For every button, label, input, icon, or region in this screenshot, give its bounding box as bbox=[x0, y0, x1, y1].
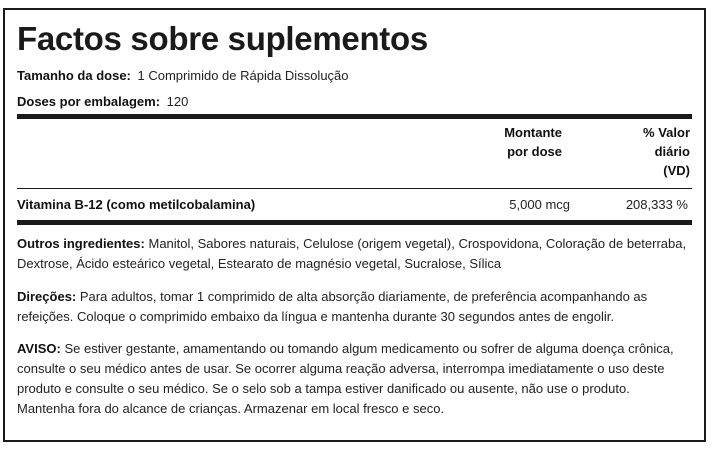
other-ingredients bbox=[17, 234, 690, 274]
amount-header-line-2: por dose bbox=[507, 144, 562, 159]
serving-size-row bbox=[17, 68, 349, 83]
dv-header-line-3: (VD) bbox=[663, 163, 690, 178]
servings-per-container-value: 120 bbox=[166, 94, 189, 109]
nutrient-amount: 5,000 mcg bbox=[509, 197, 570, 212]
amount-header-line-1: Montante bbox=[504, 125, 562, 140]
daily-value-header bbox=[643, 123, 690, 180]
directions-text: Para adultos, tomar 1 comprimido de alta absorção diariamente, de preferência acompanhando as refeições. Coloque o comprimido embaixo da língua e mantenha durante 30 segundos antes de engolir. bbox=[17, 289, 648, 324]
thin-divider bbox=[17, 188, 692, 189]
warning-text: Se estiver gestante, amamentando ou tomando algum medicamento ou sofrer de alguma doença crônica, consulte o seu médico antes de usar. Se ocorrer alguma reação adversa, interrompa imediatamente o uso deste produto e consulte o seu médico. Se o selo sob a tampa estiver danificado ou ausente, não use o produto. Mantenha fora do alcance de crianças. Armazenar em local fresco e seco. bbox=[17, 341, 674, 416]
supplement-facts-panel bbox=[3, 8, 706, 442]
dv-header-line-2: diário bbox=[654, 144, 690, 159]
amount-per-serving-header bbox=[504, 123, 562, 161]
dv-header-line-1: % Valor bbox=[643, 125, 690, 140]
warning bbox=[17, 339, 690, 419]
panel-title: Factos sobre suplementos bbox=[17, 20, 428, 57]
servings-per-container-label: Doses por embalagem: bbox=[17, 94, 161, 109]
nutrient-daily-value: 208,333 % bbox=[625, 197, 688, 212]
other-ingredients-label: Outros ingredientes: bbox=[17, 236, 145, 251]
directions-label: Direções: bbox=[17, 289, 77, 304]
serving-size-value: 1 Comprimido de Rápida Dissolução bbox=[137, 68, 349, 83]
nutrient-name: Vitamina B-12 (como metilcobalamina) bbox=[17, 197, 256, 212]
servings-per-container-row bbox=[17, 94, 188, 109]
warning-label: AVISO: bbox=[17, 341, 61, 356]
thick-divider-bottom bbox=[17, 220, 692, 225]
thick-divider-top bbox=[17, 114, 692, 119]
serving-size-label: Tamanho da dose: bbox=[17, 68, 131, 83]
other-ingredients-text: Manitol, Sabores naturais, Celulose (origem vegetal), Crospovidona, Coloração de beterraba, Dextrose, Ácido esteárico vegetal, Estearato de magnésio vegetal, Sucralose, Sílica bbox=[17, 236, 687, 271]
directions bbox=[17, 287, 690, 327]
